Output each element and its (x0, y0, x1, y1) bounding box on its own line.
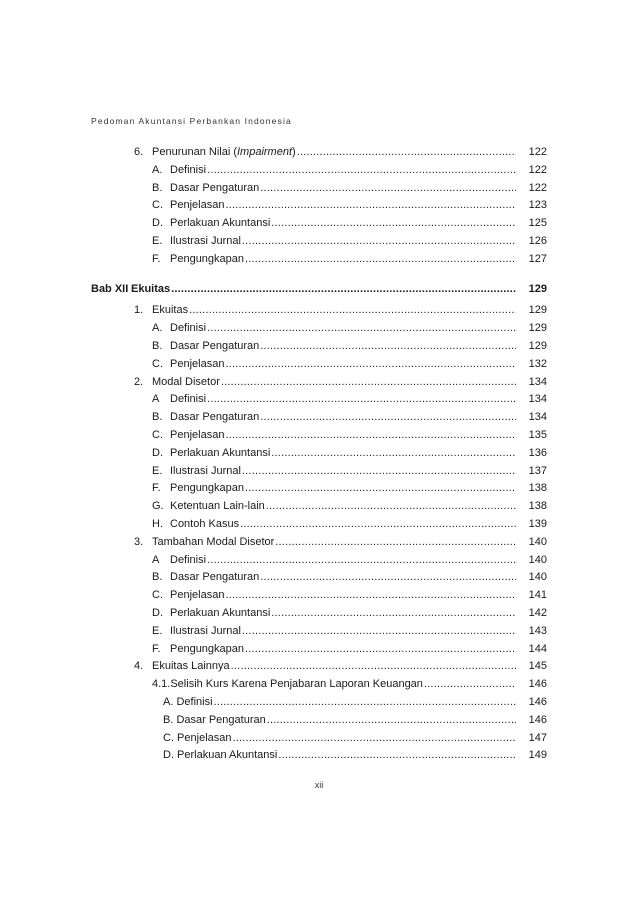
toc-entry-leader (163, 712, 516, 729)
toc-page-number: 140 (528, 553, 547, 566)
toc-entry-leader (170, 251, 516, 268)
toc-entry-title: Penjelasan (170, 199, 225, 212)
dot-leader (242, 463, 516, 480)
toc-entry-title: Perlakuan Akuntansi (170, 446, 271, 459)
toc-entry-row (0, 251, 638, 268)
toc-entry-row (0, 233, 638, 250)
toc-entry-title: Penjelasan (170, 429, 225, 441)
toc-entry-title: Pengungkapan (170, 642, 245, 655)
toc-entry-row (0, 587, 638, 604)
dot-leader (260, 569, 516, 586)
toc-entry-leader (152, 144, 516, 161)
toc-entry-title: Tambahan Modal Disetor (152, 535, 275, 548)
toc-entry-number: F. (152, 642, 161, 655)
toc-entry-number: D. (152, 217, 163, 230)
toc-entry-number: C. (152, 199, 163, 212)
toc-page-number: 144 (528, 642, 547, 655)
toc-entry-leader (170, 498, 516, 515)
dot-leader (207, 320, 516, 337)
dot-leader (189, 302, 516, 319)
dot-leader (171, 281, 516, 298)
toc-entry-number: C. (152, 429, 163, 441)
toc-entry-row (0, 356, 638, 373)
toc-entry-title: Ilustrasi Jurnal (170, 464, 241, 477)
dot-leader (233, 730, 517, 747)
dot-leader (271, 445, 516, 462)
toc-entry-leader (152, 374, 516, 391)
toc-entry-number: A (152, 393, 160, 406)
dot-leader (297, 144, 516, 161)
toc-entry-title: Contoh Kasus (170, 518, 240, 530)
toc-entry-row (0, 320, 638, 337)
dot-leader (214, 694, 516, 711)
toc-page-number: 138 (528, 482, 547, 495)
dot-leader (231, 658, 516, 675)
toc-page-number: 134 (528, 375, 547, 388)
toc-entry-leader (170, 320, 516, 337)
toc-page-number: 122 (528, 163, 547, 176)
dot-leader (225, 587, 516, 604)
dot-leader (221, 374, 516, 391)
toc-page-number: 146 (528, 713, 547, 726)
toc-entry-row (0, 747, 638, 764)
toc-entry-leader (152, 658, 516, 675)
toc-entry-leader (170, 409, 516, 426)
toc-entry-number: F. (152, 252, 161, 265)
toc-entry-leader (152, 534, 516, 551)
toc-entry-title: Ekuitas (131, 282, 171, 295)
toc-entry-number: 6. (134, 146, 144, 158)
toc-entry-leader (163, 730, 516, 747)
toc-entry-number: E. (152, 235, 163, 247)
dot-leader (245, 251, 516, 268)
toc-entry-leader (170, 552, 516, 569)
toc-entry-leader (163, 747, 516, 764)
toc-entry-row (0, 641, 638, 658)
toc-entry-leader (170, 356, 516, 373)
toc-entry-leader (170, 623, 516, 640)
toc-page-number: 122 (528, 146, 547, 158)
running-header: Pedoman Akuntansi Perbankan Indonesia (91, 116, 292, 126)
toc-entry-title: Definisi (170, 163, 207, 176)
toc-entry-row (0, 427, 638, 444)
toc-entry-title: Penjelasan (170, 357, 225, 370)
toc-entry-number: 2. (134, 375, 144, 388)
toc-entry-title: Ekuitas (152, 304, 189, 317)
toc-entry-leader (170, 516, 516, 533)
toc-entry-leader (170, 215, 516, 232)
toc-entry-row (0, 463, 638, 480)
toc-entry-row (0, 391, 638, 408)
toc-entry-row (0, 162, 638, 179)
toc-entry-number: D. (152, 607, 163, 619)
toc-entry-row (0, 694, 638, 711)
toc-entry-row (0, 144, 638, 161)
toc-entry-title: Definisi (170, 553, 207, 566)
toc-entry-leader (170, 587, 516, 604)
toc-entry-row (0, 569, 638, 586)
toc-page-number: 135 (528, 429, 547, 441)
toc-page-number: 138 (528, 500, 547, 513)
toc-page-number: 146 (528, 696, 547, 708)
toc-entry-number: F. (152, 482, 161, 495)
toc-entry-title: Modal Disetor (152, 375, 220, 388)
toc-page-number: 141 (528, 589, 547, 602)
toc-page-number: 125 (528, 217, 547, 230)
toc-entry-title: B. Dasar Pengaturan (163, 713, 266, 726)
toc-entry-leader (170, 162, 516, 179)
toc-entry-row (0, 552, 638, 569)
dot-leader (267, 712, 516, 729)
toc-entry-number: Bab XII (91, 282, 129, 295)
toc-entry-number: H. (152, 518, 163, 530)
toc-page-number: 139 (528, 518, 547, 530)
dot-leader (260, 409, 516, 426)
page-number: xii (314, 780, 324, 790)
toc-entry-number: B. (152, 571, 163, 584)
toc-page-number: 126 (528, 235, 547, 247)
toc-entry-title: 4.1.Selisih Kurs Karena Penjabaran Laporan Keuangan (152, 678, 423, 691)
toc-entry-row (0, 445, 638, 462)
toc-entry-row (0, 197, 638, 214)
toc-entry-title: Dasar Pengaturan (170, 340, 260, 352)
toc-entry-title: Pengungkapan (170, 252, 245, 265)
dot-leader (225, 356, 516, 373)
toc-entry-row (0, 215, 638, 232)
toc-page-number: 132 (528, 357, 547, 370)
toc-page-number: 129 (528, 322, 547, 335)
toc-page-number: 123 (528, 199, 547, 212)
toc-entry-number: 1. (134, 304, 144, 317)
toc-entry-title: C. Penjelasan (163, 731, 232, 744)
toc-entry-number: C. (152, 357, 163, 370)
toc-entry-number: B. (152, 411, 163, 424)
toc-entry-title: Dasar Pengaturan (170, 571, 260, 584)
toc-page-number: 146 (528, 678, 547, 691)
toc-entry-leader (152, 302, 516, 319)
toc-entry-leader (163, 694, 516, 711)
toc-entry-title: Penjelasan (170, 589, 225, 602)
toc-page-number: 136 (528, 446, 547, 459)
toc-entry-number: D. (152, 446, 163, 459)
toc-entry-title: Penurunan Nilai (Impairment) (152, 146, 296, 158)
toc-entry-leader (152, 676, 516, 693)
dot-leader (245, 480, 516, 497)
toc-entry-number: E. (152, 624, 163, 637)
toc-page-number: 149 (528, 749, 547, 762)
toc-entry-title: A. Definisi (163, 696, 213, 708)
toc-entry-leader (170, 197, 516, 214)
toc-entry-leader (170, 605, 516, 622)
toc-entry-leader (170, 480, 516, 497)
dot-leader (207, 552, 516, 569)
toc-entry-title: Ilustrasi Jurnal (170, 235, 241, 247)
toc-entry-leader (170, 391, 516, 408)
dot-leader (207, 391, 516, 408)
toc-page-number: 143 (528, 624, 547, 637)
toc-entry-leader (170, 569, 516, 586)
toc-entry-row (0, 480, 638, 497)
toc-entry-row (0, 658, 638, 675)
toc-entry-leader (170, 427, 516, 444)
toc-page-number: 147 (528, 731, 547, 744)
toc-entry-title: Dasar Pengaturan (170, 411, 260, 424)
toc-entry-row (0, 712, 638, 729)
toc-page-number: 129 (528, 304, 547, 317)
toc-entry-number: A. (152, 322, 163, 335)
dot-leader (260, 338, 516, 355)
toc-entry-row (0, 605, 638, 622)
toc-entry-title: Ketentuan Lain-lain (170, 500, 265, 513)
toc-entry-row (0, 498, 638, 515)
toc-entry-number: 4. (134, 660, 144, 673)
toc-entry-title: Ekuitas Lainnya (152, 660, 230, 673)
toc-page-number: 137 (528, 464, 547, 477)
toc-entry-number: B. (152, 340, 163, 352)
toc-chapter-row (0, 281, 638, 298)
dot-leader (225, 197, 516, 214)
toc-page-number: 140 (528, 535, 547, 548)
toc-entry-title: Pengungkapan (170, 482, 245, 495)
toc-entry-row (0, 180, 638, 197)
toc-entry-number: C. (152, 589, 163, 602)
toc-entry-row (0, 338, 638, 355)
toc-entry-number: G. (152, 500, 164, 513)
toc-page-number: 134 (528, 393, 547, 406)
toc-page-number: 134 (528, 411, 547, 424)
toc-page-number: 145 (528, 660, 547, 673)
toc-entry-row (0, 516, 638, 533)
toc-page-number: 127 (528, 252, 547, 265)
dot-leader (275, 534, 516, 551)
dot-leader (245, 641, 516, 658)
toc-entry-leader (170, 445, 516, 462)
dot-leader (260, 180, 516, 197)
toc-entry-row (0, 534, 638, 551)
toc-entry-row (0, 302, 638, 319)
toc-entry-row (0, 730, 638, 747)
toc-entry-leader (170, 233, 516, 250)
toc-entry-title: Perlakuan Akuntansi (170, 217, 271, 230)
toc-entry-number: E. (152, 464, 163, 477)
toc-entry-leader (170, 463, 516, 480)
toc-page-number: 129 (528, 340, 547, 352)
toc-entry-row (0, 676, 638, 693)
toc-page-number: 140 (528, 571, 547, 584)
dot-leader (242, 623, 516, 640)
toc-page-number: 142 (528, 607, 547, 619)
toc-page-number: 129 (528, 282, 547, 295)
dot-leader (225, 427, 516, 444)
dot-leader (278, 747, 516, 764)
dot-leader (271, 605, 516, 622)
dot-leader (266, 498, 516, 515)
toc-entry-title: Dasar Pengaturan (170, 181, 260, 194)
toc-page-number: 122 (528, 181, 547, 194)
toc-entry-title: Definisi (170, 322, 207, 335)
toc-entry-row (0, 623, 638, 640)
toc-entry-row (0, 374, 638, 391)
toc-entry-title: Perlakuan Akuntansi (170, 607, 271, 619)
toc-entry-leader (170, 338, 516, 355)
toc-entry-leader (170, 180, 516, 197)
toc-entry-number: B. (152, 181, 163, 194)
toc-entry-number: A (152, 553, 160, 566)
toc-entry-title: Ilustrasi Jurnal (170, 624, 241, 637)
toc-entry-number: A. (152, 163, 163, 176)
toc-entry-title: Definisi (170, 393, 207, 406)
dot-leader (271, 215, 516, 232)
toc-entry-leader (170, 641, 516, 658)
toc-entry-row (0, 409, 638, 426)
dot-leader (242, 233, 516, 250)
dot-leader (207, 162, 516, 179)
dot-leader (240, 516, 516, 533)
toc-entry-leader (131, 281, 516, 298)
toc-entry-number: 3. (134, 535, 144, 548)
dot-leader (424, 676, 516, 693)
toc-entry-title: D. Perlakuan Akuntansi (163, 749, 278, 762)
